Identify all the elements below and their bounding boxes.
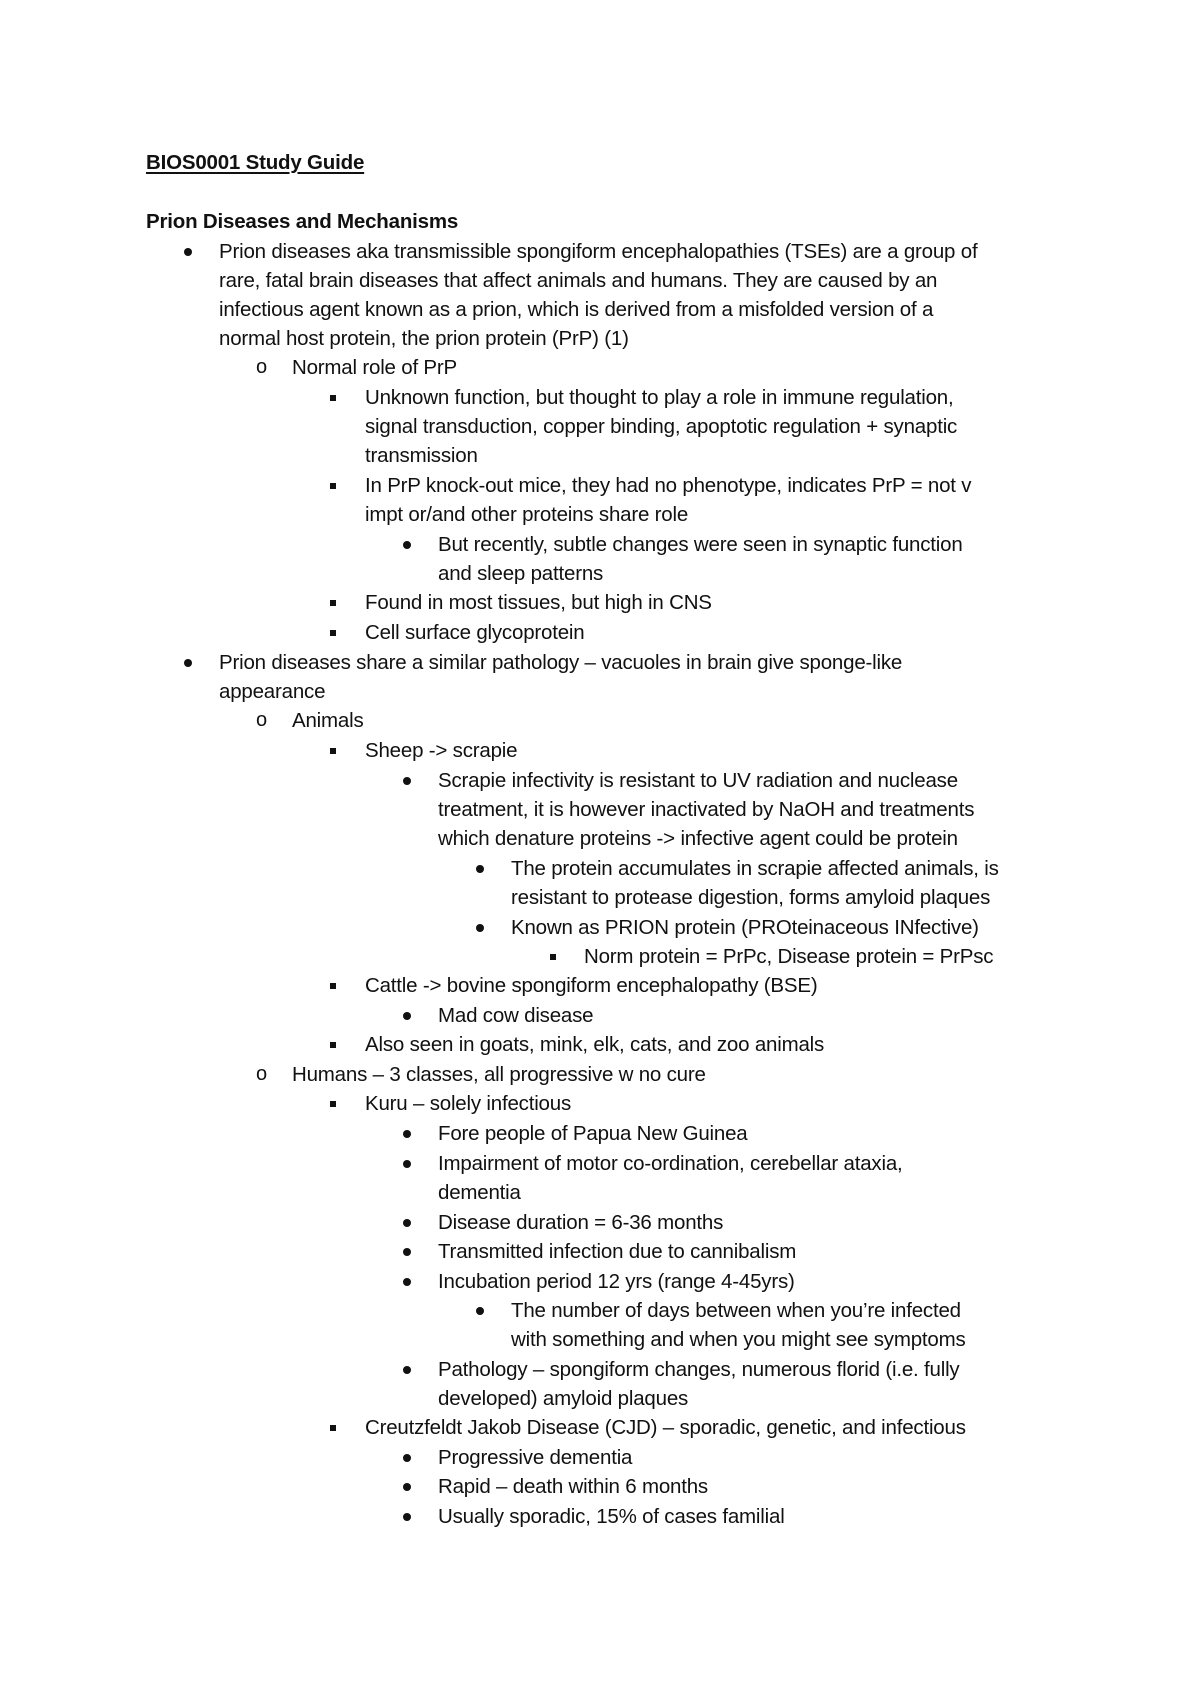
list-item-text: Transmitted infection due to cannibalism [438,1240,797,1263]
list-item-text: Fore people of Papua New Guinea [438,1122,748,1145]
list-item-text: Creutzfeldt Jakob Disease (CJD) – sporadic, genetic, and infectious [365,1416,966,1439]
list-item-text: transmission [365,444,478,467]
list-item-text: Humans – 3 classes, all progressive w no cure [292,1063,706,1086]
list-item-text: Kuru – solely infectious [365,1092,572,1115]
bullet-square-marker [330,483,336,489]
list-item-text: Prion diseases aka transmissible spongiform encephalopathies (TSEs) are a group of [219,240,978,263]
bullet-square-marker [330,1425,336,1431]
list-item-text: infectious agent known as a prion, which is derived from a misfolded version of a [219,298,934,321]
list-item-text: resistant to protease digestion, forms amyloid plaques [511,886,991,909]
list-item-text: Unknown function, but thought to play a role in immune regulation, [365,386,954,409]
bullet-square-marker [330,600,336,606]
list-item-text: rare, fatal brain diseases that affect animals and humans. They are caused by an [219,269,938,292]
bullet-disc-marker [403,1454,411,1462]
list-item-text: which denature proteins -> infective agent could be protein [438,827,958,850]
bullet-square-marker [330,630,336,636]
bullet-square-marker [330,983,336,989]
bullet-disc-marker [184,659,192,667]
bullet-disc-marker [476,924,484,932]
list-item-text: In PrP knock-out mice, they had no phenotype, indicates PrP = not v [365,474,972,497]
list-item-text: and sleep patterns [438,562,604,585]
bullet-disc-marker [403,1012,411,1020]
list-item-text: appearance [219,680,326,703]
list-item-text: Norm protein = PrPc, Disease protein = PrPsc [584,945,994,968]
list-item-text: dementia [438,1181,521,1204]
list-item-text: Animals [292,709,364,732]
section-heading: Prion Diseases and Mechanisms [146,210,459,233]
list-item-text: Found in most tissues, but high in CNS [365,591,712,614]
bullet-disc-marker [403,1160,411,1168]
list-item-text: with something and when you might see symptoms [511,1328,966,1351]
list-item-text: Pathology – spongiform changes, numerous florid (i.e. fully [438,1358,960,1381]
list-item-text: Impairment of motor co-ordination, cerebellar ataxia, [438,1152,903,1175]
list-item-text: Cattle -> bovine spongiform encephalopathy (BSE) [365,974,818,997]
list-item-text: Prion diseases share a similar pathology – vacuoles in brain give sponge-like [219,651,903,674]
bullet-square-marker [330,1042,336,1048]
list-item-text: Progressive dementia [438,1446,633,1469]
bullet-disc-marker [403,1483,411,1491]
bullet-disc-marker [403,541,411,549]
list-item-text: Scrapie infectivity is resistant to UV radiation and nuclease [438,769,958,792]
bullet-circle-marker: o [256,356,268,378]
bullet-disc-marker [403,1248,411,1256]
bullet-disc-marker [403,1278,411,1286]
list-item-text: The protein accumulates in scrapie affected animals, is [511,857,999,880]
bullet-square-marker [330,748,336,754]
list-item-text: The number of days between when you’re infected [511,1299,961,1322]
list-item-text: Cell surface glycoprotein [365,621,585,644]
list-item-text: developed) amyloid plaques [438,1387,689,1410]
bullet-circle-marker: o [256,709,268,731]
list-item-text: signal transduction, copper binding, apoptotic regulation + synaptic [365,415,958,438]
list-item-text: Sheep -> scrapie [365,739,518,762]
bullet-disc-marker [403,1513,411,1521]
list-item-text: Also seen in goats, mink, elk, cats, and zoo animals [365,1033,825,1056]
bullet-disc-marker [476,865,484,873]
bullet-disc-marker [403,1219,411,1227]
list-item-text: Rapid – death within 6 months [438,1475,708,1498]
list-item-text: normal host protein, the prion protein (PrP) (1) [219,327,629,350]
list-item-text: Incubation period 12 yrs (range 4-45yrs) [438,1270,795,1293]
list-item-text: Mad cow disease [438,1004,594,1027]
bullet-disc-marker [403,777,411,785]
bullet-square-marker [550,954,556,960]
list-item-text: Usually sporadic, 15% of cases familial [438,1505,785,1528]
bullet-disc-marker [403,1130,411,1138]
bullet-disc-marker [403,1366,411,1374]
bullet-disc-marker [476,1307,484,1315]
list-item-text: Disease duration = 6-36 months [438,1211,724,1234]
list-item-text: But recently, subtle changes were seen in synaptic function [438,533,963,556]
list-item-text: Normal role of PrP [292,356,458,379]
list-item-text: treatment, it is however inactivated by NaOH and treatments [438,798,975,821]
bullet-square-marker [330,1101,336,1107]
bullet-disc-marker [184,248,192,256]
document-title: BIOS0001 Study Guide [146,151,365,174]
list-item-text: impt or/and other proteins share role [365,503,689,526]
bullet-square-marker [330,395,336,401]
list-item-text: Known as PRION protein (PROteinaceous INfective) [511,916,979,939]
bullet-circle-marker: o [256,1063,268,1085]
